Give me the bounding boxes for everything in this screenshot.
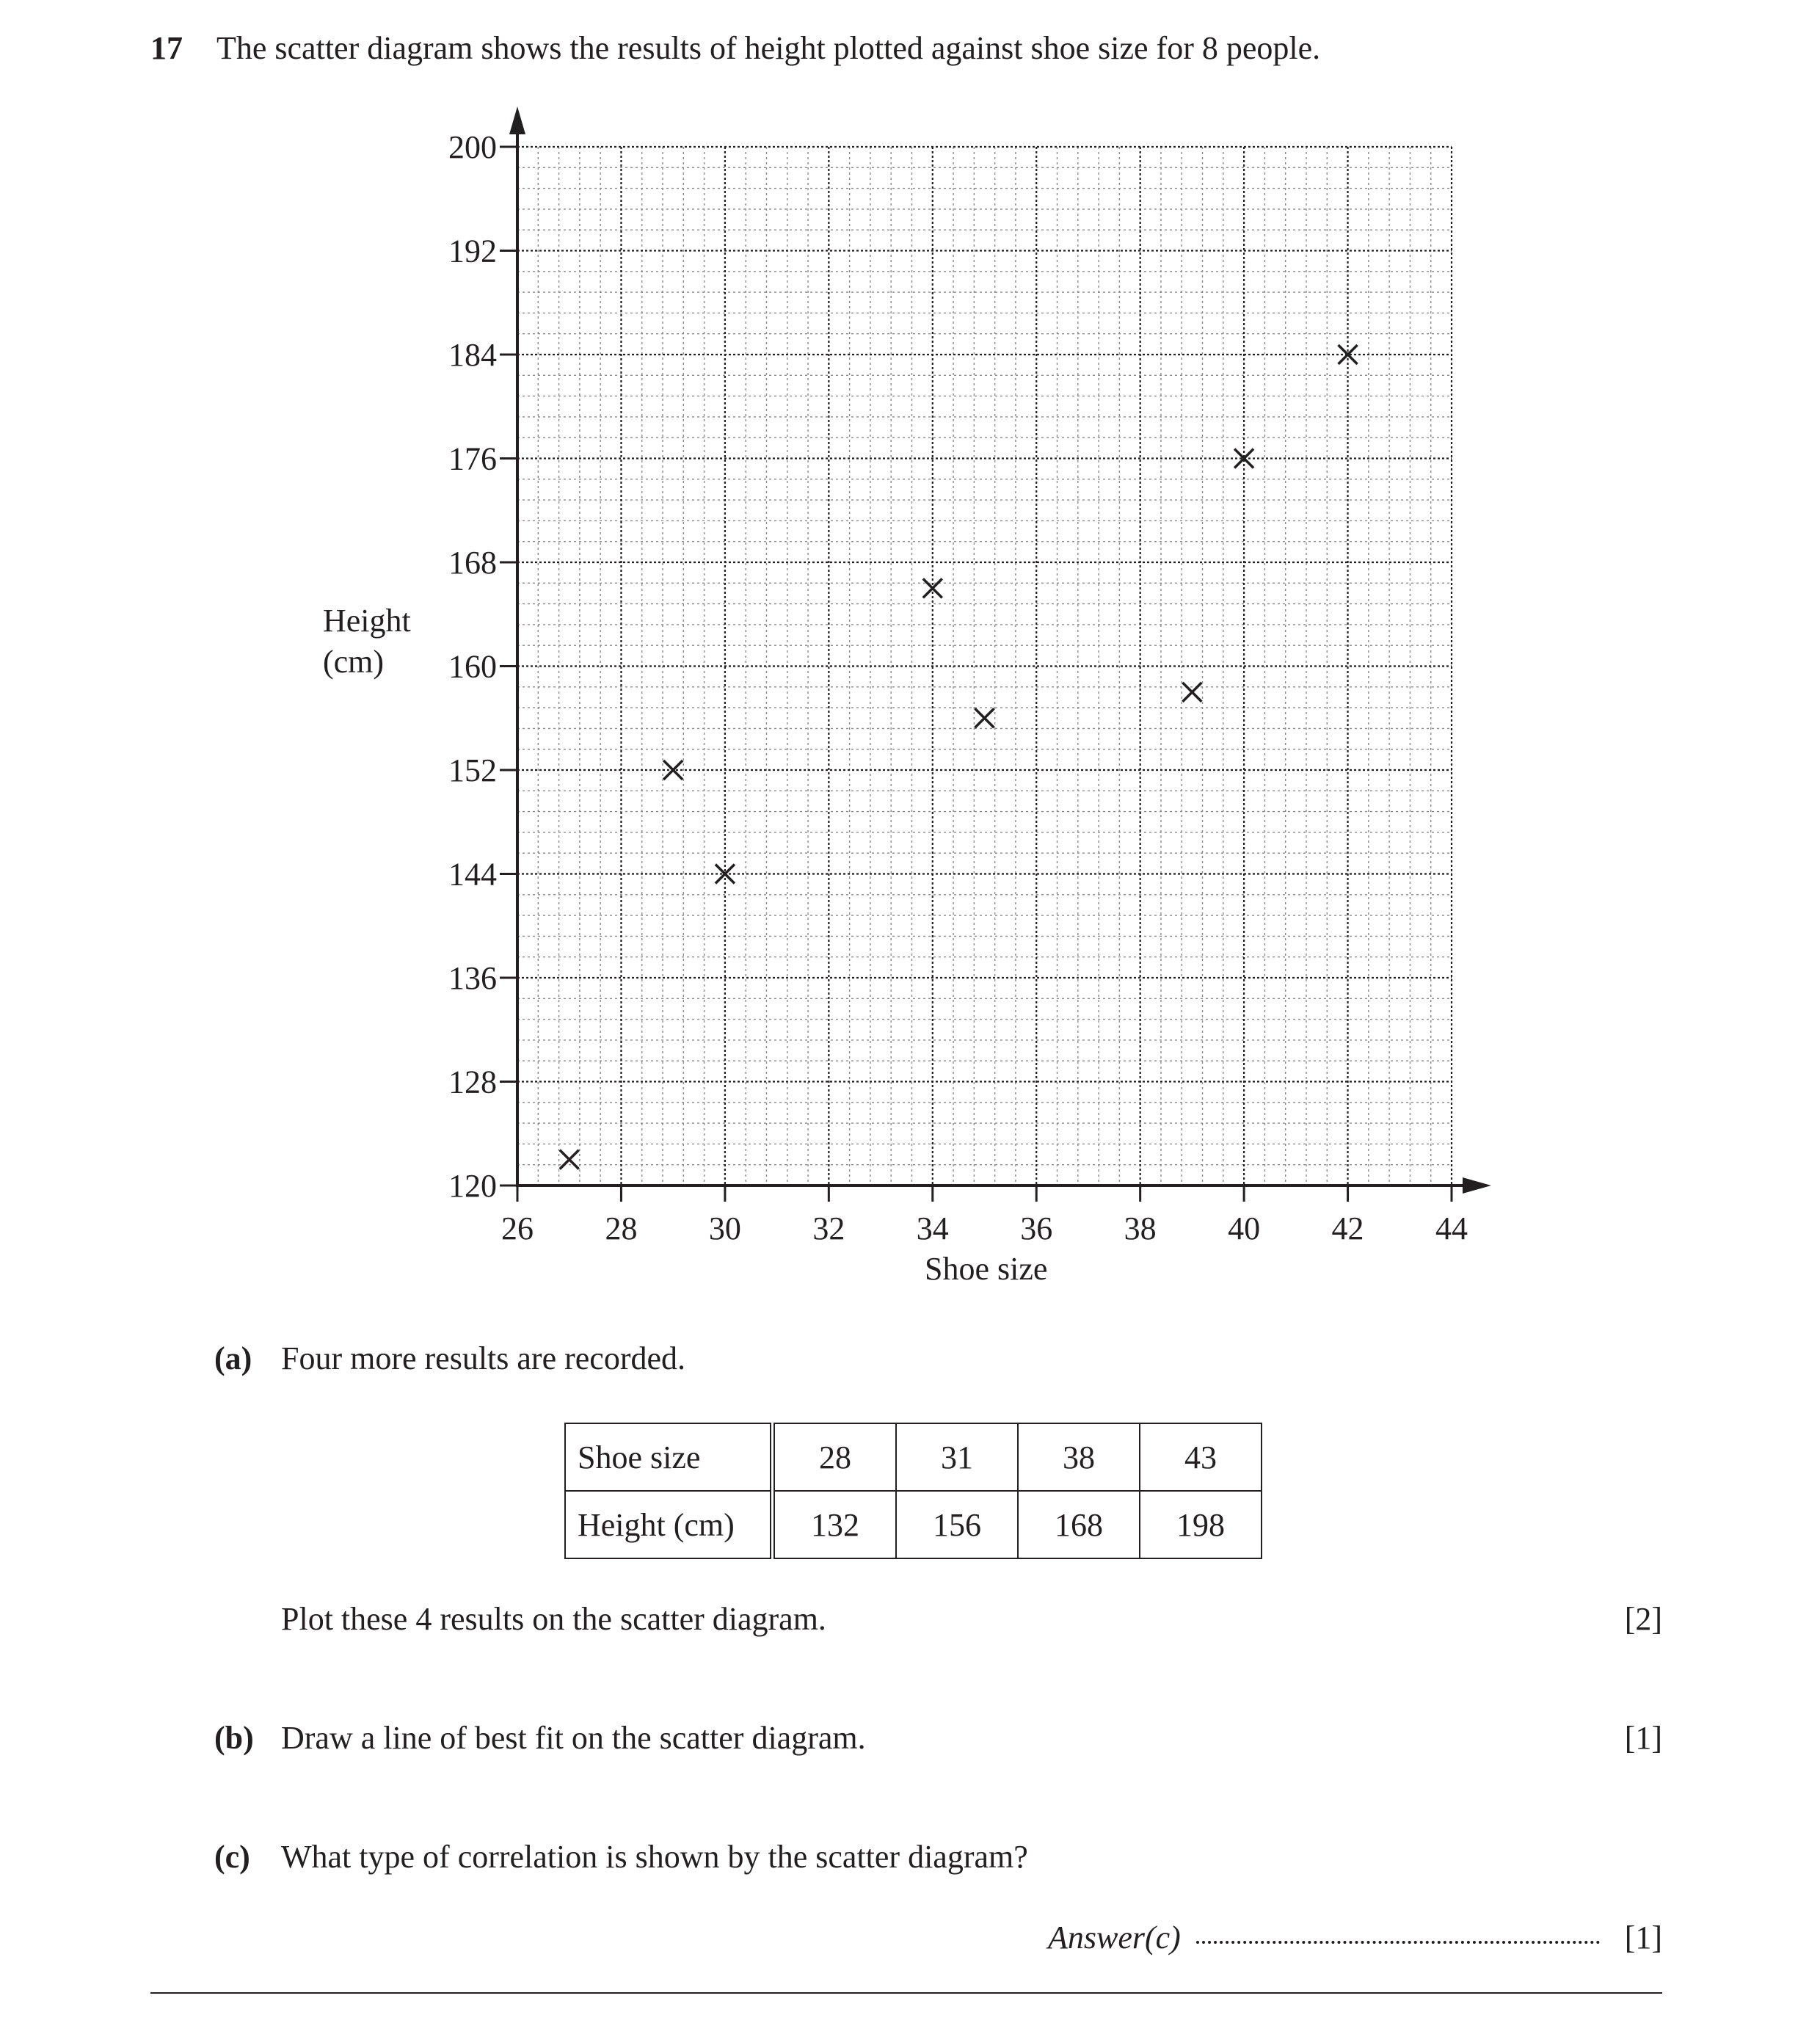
x-tick-label: 32 bbox=[812, 1210, 845, 1246]
x-tick-label: 36 bbox=[1020, 1210, 1053, 1246]
part-a-instruction: Plot these 4 results on the scatter diagram. bbox=[281, 1601, 826, 1637]
table-cell: 28 bbox=[773, 1423, 897, 1491]
x-tick-label: 28 bbox=[605, 1210, 638, 1246]
y-tick-label: 176 bbox=[448, 440, 497, 477]
table-cell: 43 bbox=[1140, 1423, 1262, 1491]
x-tick-label: 44 bbox=[1435, 1210, 1468, 1246]
data-point-cross bbox=[560, 1150, 579, 1169]
table-cell: 156 bbox=[896, 1491, 1018, 1558]
data-point-cross bbox=[716, 865, 735, 884]
table-header-shoe-size: Shoe size bbox=[565, 1423, 773, 1491]
part-c-marks: [1] bbox=[1624, 1920, 1662, 1956]
table-row-shoe-size bbox=[565, 1423, 1262, 1491]
y-tick-label: 200 bbox=[448, 129, 497, 165]
y-axis-arrow bbox=[509, 106, 525, 134]
question-number: 17 bbox=[150, 30, 183, 66]
data-point-cross bbox=[975, 708, 994, 727]
major-grid bbox=[517, 147, 1452, 1185]
part-c-letter: (c) bbox=[214, 1839, 250, 1875]
y-tick-label: 160 bbox=[448, 648, 497, 685]
data-point-cross bbox=[923, 578, 942, 598]
x-axis-arrow bbox=[1463, 1177, 1491, 1194]
part-c-text: What type of correlation is shown by the scatter diagram? bbox=[281, 1839, 1028, 1875]
bottom-rule bbox=[150, 1992, 1662, 1994]
table-row-height bbox=[565, 1491, 1262, 1558]
y-axis-label-line2: (cm) bbox=[323, 644, 385, 680]
x-axis-ticks bbox=[501, 1185, 1468, 1246]
part-b-text: Draw a line of best fit on the scatter diagram. bbox=[281, 1720, 866, 1756]
table-cell: 168 bbox=[1018, 1491, 1140, 1558]
y-tick-label: 192 bbox=[448, 233, 497, 269]
y-tick-label: 136 bbox=[448, 960, 497, 996]
part-a-letter: (a) bbox=[214, 1340, 252, 1376]
data-point-cross bbox=[663, 760, 682, 780]
y-tick-label: 184 bbox=[448, 337, 497, 373]
x-tick-label: 42 bbox=[1331, 1210, 1364, 1246]
answer-c-label: Answer(c) bbox=[1048, 1920, 1181, 1956]
axes bbox=[509, 106, 1491, 1194]
y-axis-label bbox=[323, 600, 411, 683]
y-axis-label-line1: Height bbox=[323, 603, 411, 639]
x-tick-label: 38 bbox=[1124, 1210, 1157, 1246]
y-tick-label: 120 bbox=[448, 1168, 497, 1204]
part-a-text: Four more results are recorded. bbox=[281, 1340, 686, 1376]
y-tick-label: 128 bbox=[448, 1064, 497, 1100]
x-tick-label: 34 bbox=[916, 1210, 949, 1246]
table-cell: 31 bbox=[896, 1423, 1018, 1491]
y-axis-ticks bbox=[448, 129, 517, 1204]
results-table bbox=[564, 1423, 1262, 1559]
table-cell: 38 bbox=[1018, 1423, 1140, 1491]
y-tick-label: 144 bbox=[448, 856, 497, 893]
data-points bbox=[560, 345, 1358, 1169]
x-tick-label: 26 bbox=[501, 1210, 534, 1246]
y-tick-label: 152 bbox=[448, 752, 497, 788]
part-b-letter: (b) bbox=[214, 1720, 254, 1756]
question-stem: The scatter diagram shows the results of height plotted against shoe size for 8 people. bbox=[216, 30, 1321, 66]
table-header-height: Height (cm) bbox=[565, 1491, 773, 1558]
x-axis-label: Shoe size bbox=[925, 1251, 1048, 1287]
data-point-cross bbox=[1182, 683, 1201, 702]
table-cell: 198 bbox=[1140, 1491, 1262, 1558]
part-a-marks: [2] bbox=[1624, 1601, 1662, 1637]
part-b-marks: [1] bbox=[1624, 1720, 1662, 1756]
table-cell: 132 bbox=[773, 1491, 897, 1558]
x-tick-label: 40 bbox=[1228, 1210, 1261, 1246]
y-tick-label: 168 bbox=[448, 545, 497, 581]
answer-c-field[interactable] bbox=[1196, 1938, 1600, 1944]
x-tick-label: 30 bbox=[708, 1210, 741, 1246]
